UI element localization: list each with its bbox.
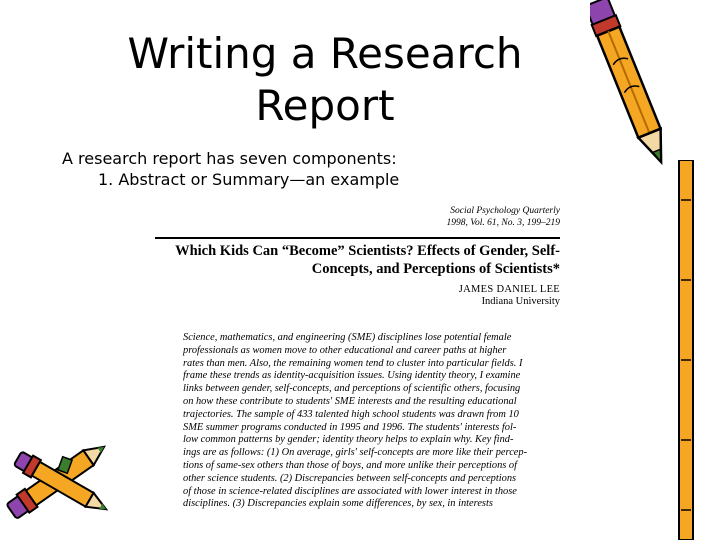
journal-citation [155, 205, 560, 229]
abstract-line: trajectories. The sample of 433 talented high school students was drawn from 10 [183, 408, 519, 420]
paper-abstract [183, 332, 560, 511]
paper-excerpt [155, 205, 560, 511]
paper-author: JAMES DANIEL LEE [458, 284, 560, 295]
abstract-line: SME summer programs conducted in 1995 and 1996. The students' interests fol- [183, 421, 517, 433]
abstract-line: links between gender, self-concepts, and perceptions of scientific others, focusing [183, 383, 521, 395]
abstract-line: rates than men. Also, the remaining women tend to cluster into particular fields. I [183, 357, 523, 369]
abstract-line: Science, mathematics, and engineering (SME) disciplines lose potential female [183, 332, 512, 343]
slide-title-line-2: Report [255, 81, 395, 130]
slide-title [95, 28, 555, 132]
pencil-icon [590, 0, 670, 170]
paper-title-line-2: Concepts, and Perceptions of Scientists* [311, 261, 560, 277]
abstract-line: professionals as women move to other educational and career paths at higher [183, 344, 507, 356]
abstract-line: low common patterns by gender; identity theory helps to explain why. Key find- [183, 434, 514, 446]
bullet-item: A research report has seven components: [62, 149, 397, 168]
crayon-strip-icon [676, 160, 698, 540]
title-rule [155, 237, 560, 239]
sub-bullet-item: 1. Abstract or Summary—an example [98, 170, 400, 189]
abstract-line: frame these trends as identity-acquisition issues. Using identity theory, I examine [183, 370, 521, 382]
abstract-line: other science students. (2) Discrepancies between self-concepts and perceptions [183, 472, 517, 484]
bullet-list [62, 148, 399, 190]
abstract-line: on how these contribute to students' SME interests and the resulting educational [183, 395, 517, 407]
abstract-line: ings are as follows: (1) On average, girls' self-concepts are more like their percep- [183, 447, 528, 459]
paper-title [155, 242, 560, 278]
crossed-pencils-icon [0, 430, 120, 540]
journal-volume: 1998, Vol. 61, No. 3, 199–219 [446, 218, 560, 228]
abstract-line: disciplines. (3) Discrepancies explain some differences, by sex, in interests [183, 498, 493, 510]
slide-title-line-1: Writing a Research [127, 29, 523, 78]
journal-name: Social Psychology Quarterly [450, 206, 560, 216]
abstract-line: of those in science-related disciplines are associated with lower interest in those [183, 485, 517, 497]
abstract-line: tions of same-sex others than those of boys, and more unlike their perceptions of [183, 459, 517, 471]
paper-title-line-1: Which Kids Can “Become” Scientists? Effects of Gender, Self- [175, 243, 560, 259]
paper-affiliation: Indiana University [481, 296, 560, 307]
